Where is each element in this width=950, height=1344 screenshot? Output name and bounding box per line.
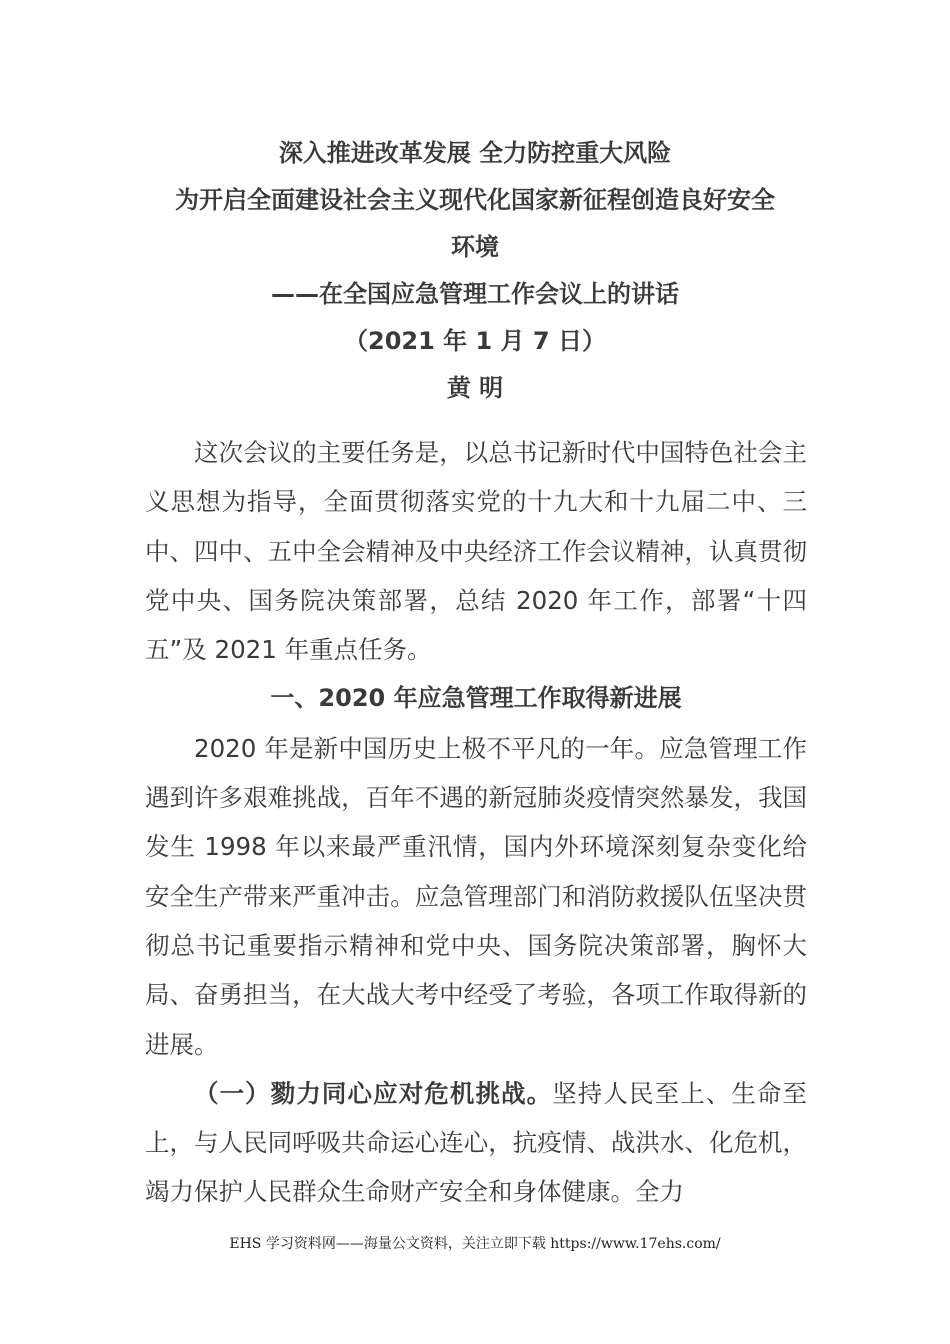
- subsection-paragraph: [145, 1069, 807, 1217]
- speech-date: （2021 年 1 月 7 日）: [344, 327, 606, 355]
- document-body: [145, 428, 807, 1217]
- subsection-text: 坚持人民至上、生命至上，与人民同呼吸共命运心连心，抗疫情、战洪水、化危机，竭力保护人民群众生命财产安全和身体健康。全力: [145, 1078, 808, 1207]
- title-block: [140, 130, 810, 412]
- speaker-name: 黄 明: [446, 374, 504, 402]
- footer-watermark: EHS 学习资料网——海量公文资料，关注立即下载 https://www.17ehs.com/: [229, 1236, 721, 1252]
- main-title: 深入推进改革发展 全力防控重大风险: [278, 139, 672, 167]
- subtitle-line-1: 为开启全面建设社会主义现代化国家新征程创造良好安全: [175, 186, 775, 214]
- section-heading: 一、2020 年应急管理工作取得新进展: [270, 684, 682, 713]
- speech-occasion: ——在全国应急管理工作会议上的讲话: [271, 280, 679, 308]
- subtitle-line-2: 环境: [451, 233, 499, 261]
- overview-paragraph: 2020 年是新中国历史上极不平凡的一年。应急管理工作遇到许多艰难挑战，百年不遇的新冠肺炎疫情突然暴发，我国发生 1998 年以来最严重汛情，国内外环境深刻复杂变化给安全生产带来严重冲击。应急管理部门和消防救援队伍坚决贯彻总书记重要指示精神和党中央、国务院决策部署，胸怀大局、奋勇担当，在大战大考中经受了考验，各项工作取得新的进展。: [145, 733, 807, 1059]
- intro-paragraph: 这次会议的主要任务是，以总书记新时代中国特色社会主义思想为指导，全面贯彻落实党的十九大和十九届二中、三中、四中、五中全会精神及中央经济工作会议精神，认真贯彻党中央、国务院决策部署，总结 2020 年工作，部署“十四五”及 2021 年重点任务。: [145, 438, 807, 665]
- subsection-heading: （一）勠力同心应对危机挑战。: [194, 1078, 553, 1108]
